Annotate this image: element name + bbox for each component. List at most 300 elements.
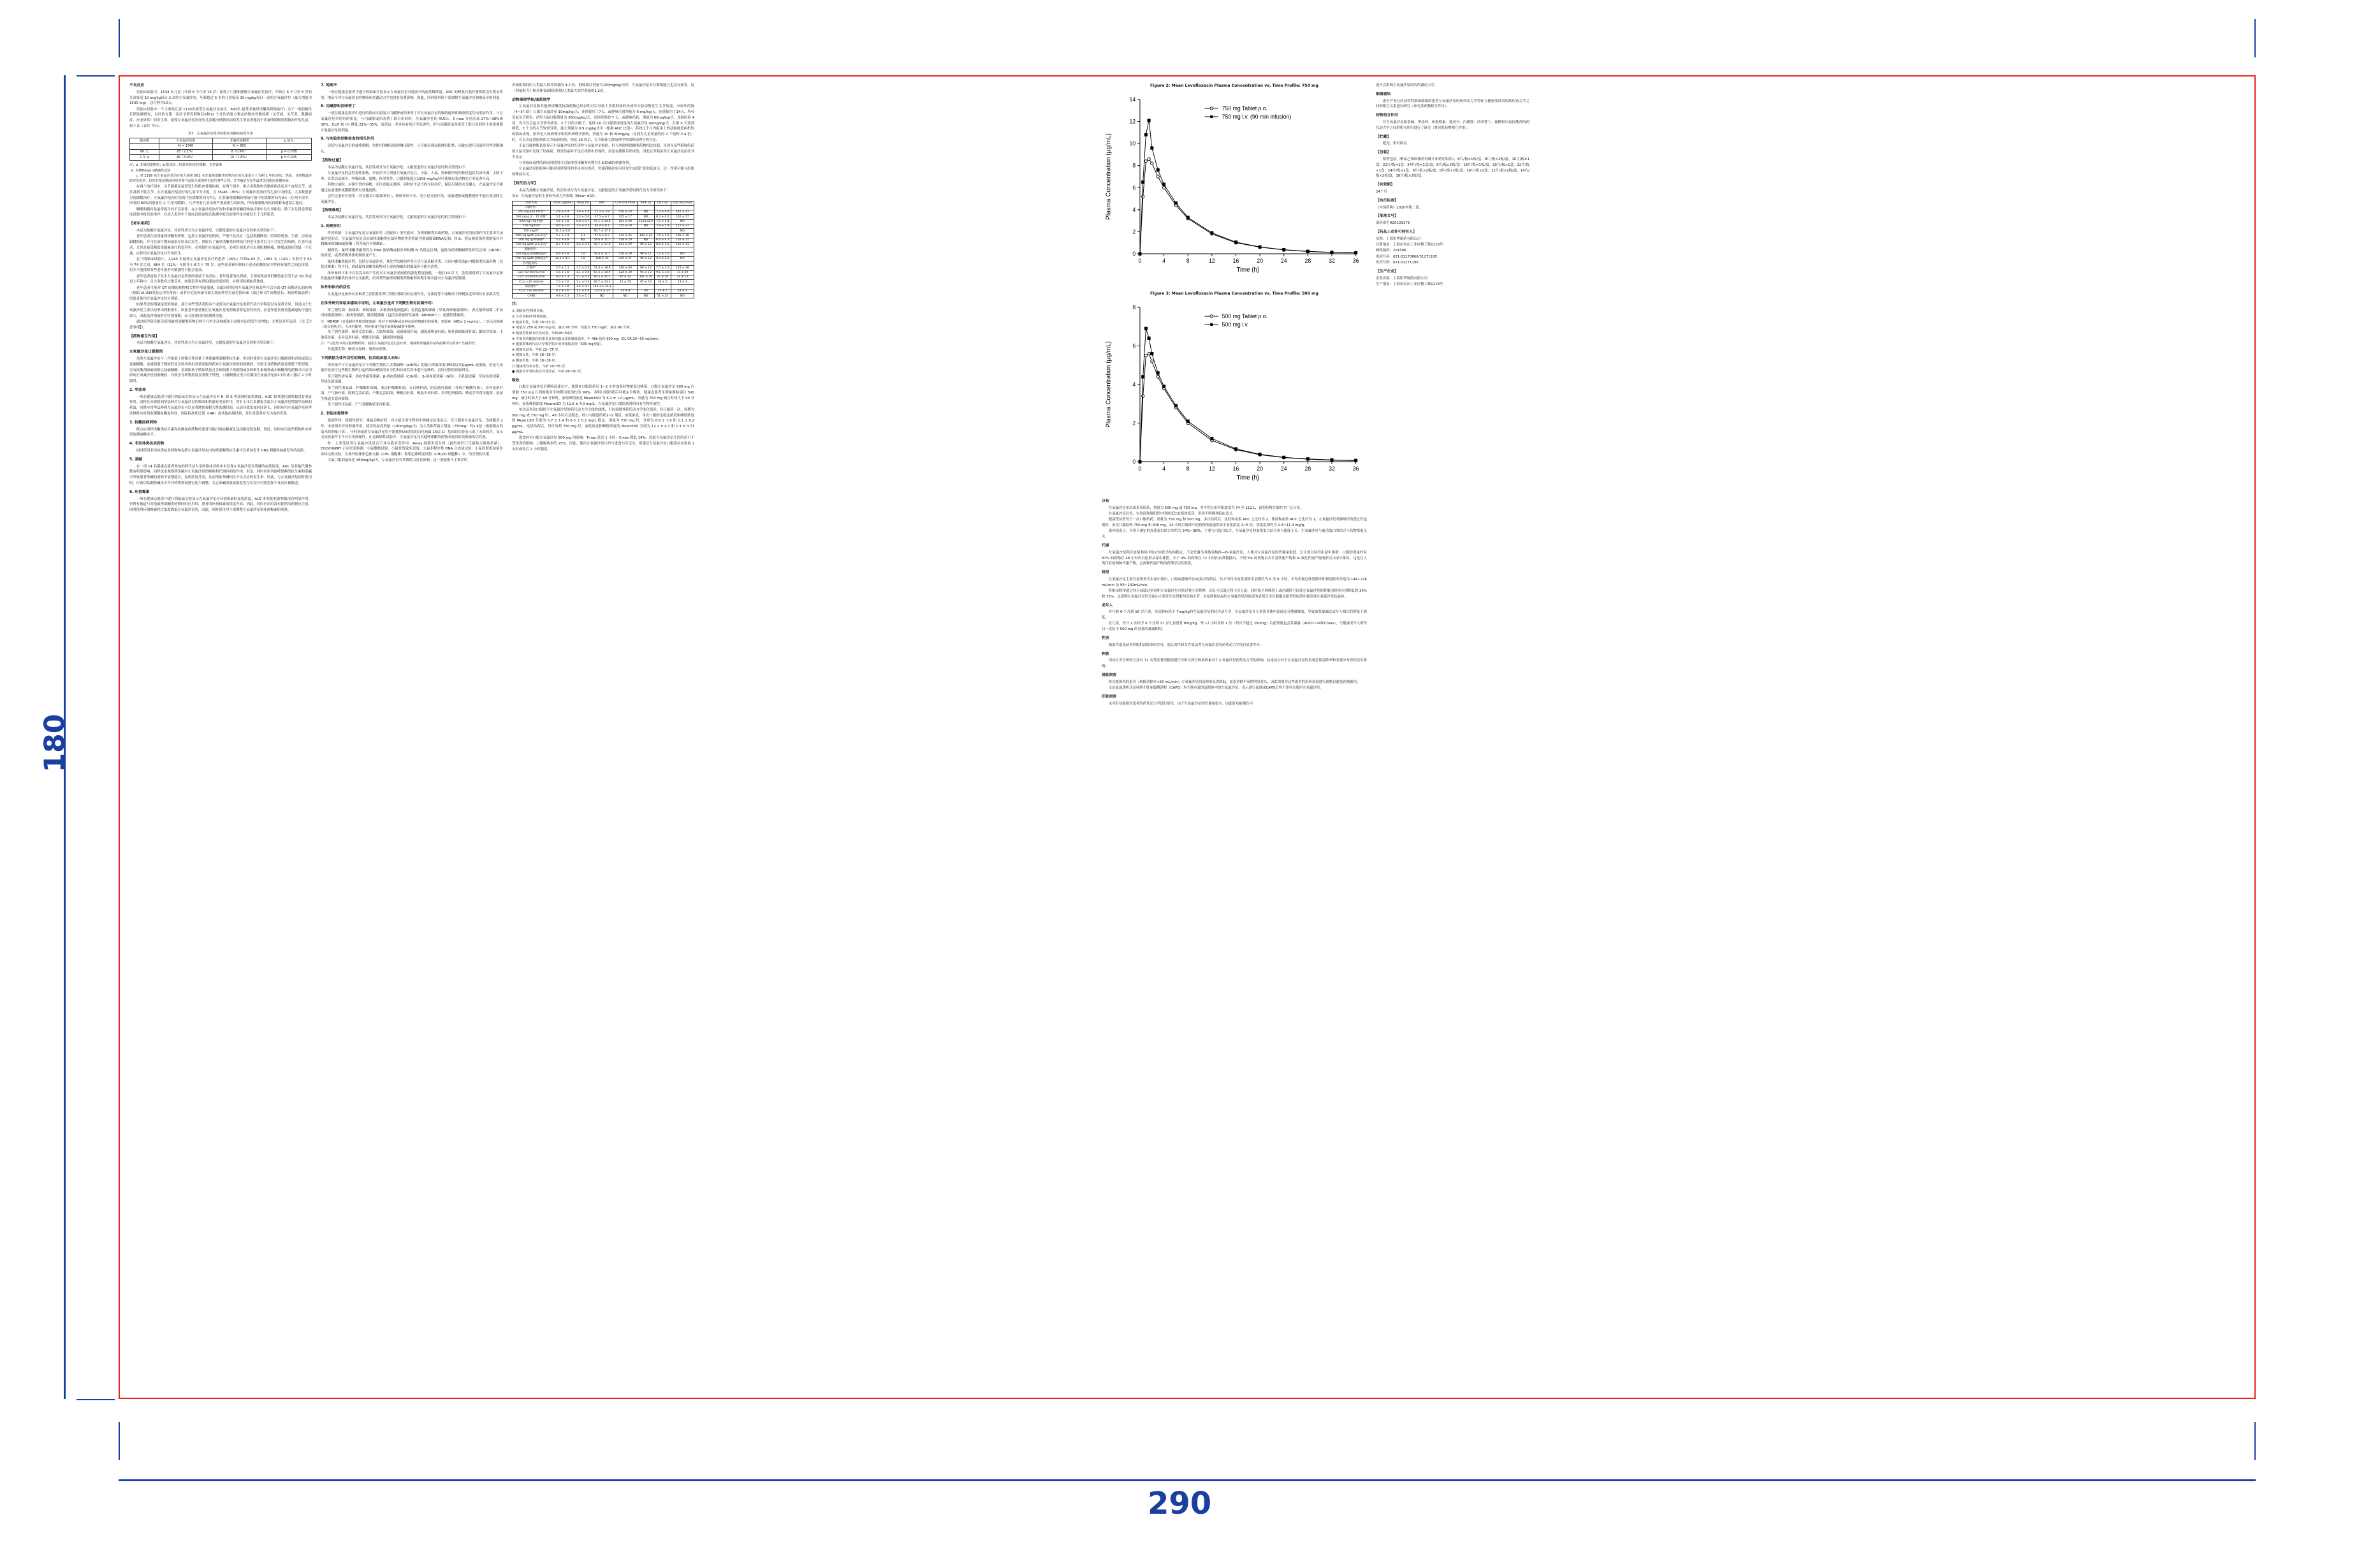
table-row: [513, 238, 694, 242]
table-cell: 5.7 ± 1.4: [550, 233, 574, 238]
table-cell: 112±32.0: [637, 219, 654, 224]
table-cell: ND: [637, 238, 654, 242]
paragraph: 注册地址：上海市金山工业区楼工路1118号: [1376, 243, 1443, 247]
table-row: [513, 205, 694, 210]
paragraph: 企业名称：上海积华制药有限公司: [1376, 276, 1427, 281]
svg-text:12: 12: [1129, 118, 1136, 125]
table-cell: 47.5 ± 6.7: [591, 233, 613, 238]
figure-3: [1102, 291, 1367, 490]
paragraph: 氟喹诺酮类耐药性，包括左氧氟沙星，其化学结构和作用方式与氨基糖苷类、大环内酯类及β-内酰胺类抗菌药物（包括青霉素）均不同，因此氟喹诺酮类药物对上述药物耐药的细菌仍可能有活性。: [321, 260, 503, 270]
note: ② 分布容积/生物利用度。: [512, 314, 550, 319]
table-cell: [613, 229, 637, 233]
table-row: [513, 252, 694, 256]
table-cell: 1.3 ± 0.6: [574, 215, 591, 219]
heading-excretion: 排泄: [1102, 571, 1109, 575]
paragraph: 左氧氟沙星和其他喹诺酮类抗菌药物已经表明可以导致大多数种属的未成年实验动物发生关节病变。未成年的狗（4~5月龄）口服左氧氟沙星 10mg/kg/天，连续使用了7天，或静脉注射剂量为 6 mg/kg/天，连续使用了14天，均可引起关节损害。幼年大鼠口服剂量为 300mg/kg/天，连续使用的 7 天，或静脉给药，剂量为 60mg/kg/天，连续给药 4 周，均可以引起关节软骨病变。3 个月的小猴子，连续 18 天口服常规用量的左氧氟沙星 40mg/kg/天，在第 X 天达到峰值，3 个月的关节软骨异常，最大剂量为 0.9 mg/kg水平（根据 AUC 比值）。药效几个月内临床上的动脉瘤患病机的的临床表现。但因无大体病理学和组织病理学损伤，剂量为 10 和 80mg/kg（分别为儿童用量的的 2 个倍和 2.4 倍）时，可以引起肾损伤和关节软骨损伤。恢复 18 周后，关节软骨大体病理学和组织病理学仍存在。: [512, 105, 694, 142]
paragraph: 本品为盐酸左氧氟沙星，其活性成分为左氧氟沙星，文献报道的左氧氟沙星的药代动力学情况如下：: [518, 188, 670, 193]
table-cell: 96 ± 13: [637, 256, 654, 261]
table-cell: [613, 261, 637, 266]
svg-text:Time (h): Time (h): [1236, 474, 1260, 482]
table-cell: [574, 261, 591, 266]
heading-overdose: 【药物过量】: [321, 158, 343, 163]
paragraph: 注：*与此类中的其他药物相同，使用左氧氟沙星进行治疗时，铜绿假单胞菌的某些菌株可以很快产生耐药性。: [321, 342, 479, 346]
table-row: [513, 224, 694, 228]
table-cell: 95 ± 16: [637, 280, 654, 284]
paragraph: 致癌作用：致癌性研究：雏鼠动物给药：对大鼠生命全程的生物测定结果显示，每日服用左氧氟沙星，连续服用 2 年，未表现出任何肿瘤作用，使用的最高剂量（100mg/kg/天）为人类推荐最大剂量（750mg）的1.4倍（根据相应的毫米的剂量计算）。任何剂量的左氧氟沙星均不能被照UV诱发的白化病鼠 15层-1）基因的实验显示出了无菌病并，显示无试验条件下不具有光致癌性。在光致癌性试验中，左氧氟沙星比其他喹诺酮类药物表现出的光致癌的活性低。: [321, 419, 503, 440]
table-cell: ND: [574, 238, 591, 242]
svg-text:8: 8: [1132, 304, 1136, 311]
heading-geriatric-use: 【老年用药】: [129, 222, 152, 226]
heading-pharmacology-toxicology: 【药理毒理】: [321, 209, 343, 213]
table-cell: 90.7 ± 17.6: [591, 243, 613, 247]
table-cell: 500 mg q24h静脉稳态*: [513, 252, 551, 256]
note: ⑧ 健康受试者，年龄 22~75 岁。: [512, 348, 562, 352]
table-row: [513, 215, 694, 219]
note: ① 清除率/生物利用度。: [512, 309, 546, 314]
svg-text:16: 16: [1232, 257, 1239, 265]
table-subheader-cell: N = 893: [212, 143, 266, 149]
svg-text:2: 2: [1132, 228, 1136, 235]
heading-packaging: 【包装】: [1376, 150, 1391, 155]
crop-mark-bottom-right-v: [2254, 1422, 2256, 1460]
crop-mark-top-left-h: [77, 75, 115, 77]
table-cell: 89 ± 13: [637, 243, 654, 247]
table-cell: [671, 261, 694, 266]
paragraph: 左氧氟沙星的影响可能对同时使用的非甾体抗炎药，快速静脉注射可以发生血管扩张和低血压，这一作用可能与组胺的释放有关。: [512, 167, 694, 177]
table-cell: 8（0.9%）: [212, 149, 266, 155]
paragraph: 左氧氟沙星的急性毒性很低。单次给予大剂量左氧氟沙星后，小鼠、大鼠、狗和猴所见的体征包括共济失调、上睑下垂、自发活动减少、呼吸困难、震颤、阵挛发作。口服剂量超过1500 mg/kg时可使啮齿类动物死亡率显著升高。: [321, 171, 503, 181]
table-cell: 5.5 ± 1.0: [550, 270, 574, 275]
table-cell: 750 mg单剂*: [513, 224, 551, 228]
svg-text:Plasma Concentration (μg/mL): Plasma Concentration (μg/mL): [1105, 133, 1113, 220]
table-row: [513, 256, 694, 261]
table-caption: 表7：左氧氟沙星组中的肌肉骨骼疾病发生率: [188, 131, 253, 136]
svg-text:4: 4: [1162, 465, 1166, 472]
heading-pharmacodynamics: 1. 药理作用: [321, 224, 341, 228]
heading-elderly: 老年人: [1102, 603, 1113, 608]
svg-text:4: 4: [1162, 257, 1166, 265]
svg-text:24: 24: [1280, 465, 1287, 472]
table-cell: 82.4 ± 8.1: [591, 224, 613, 228]
table-cell: [613, 284, 637, 289]
paragraph: 虽然左氧氟沙星与（含和离子的微合作剂量子其他氟喹诺酮类抗生素，但同时使用左氧氟沙星口服制剂和含镁或铝以及硫糖酸、金属阳离子例如铁及含的多价抗剂者同服用药对左氧氟沙星的的肠吸收，导致全身药物浓度显著低于期望值。含有抗酸剂如硫或铝以及硫糖酸、金属阳离子例如铁及含多价阳离子的制剂或多种维生素制剂或去枸橼剂的药物可以应用影响左氧氟沙星的肠吸收，导致全身药物浓度显著低于期望。口服制剂应至少在服用左氧氟沙星前2小时或口服后 2 小时服用。: [129, 357, 312, 384]
paragraph: 在两个治疗组中，关节痛都是最常发生的肌肉骨骼疾病。在两个组中，绝大多数肌肉骨骼疾病涉及多个或是关节，或涉及到下肢关节。在左氧氟沙星治疗的儿童中为中度，在 35/46（76%）左氧氟沙星治疗的儿童中为轻度，大多数患者呈现缓解治疗。左氧氟沙星治疗组的中位缓解时间为7天，在非氟喹诺酮药物治疗组中位缓解时间为9天（在两个组中，四者的 80%的患者在 2 个月内缓解）。几乎所有儿童出现严重或重大的疾病，所有骨骼肌肉疾病缓解未遗留后遗症。: [129, 185, 312, 206]
note: ● 健康青年男性和女性受试者，年龄 66~80 岁。: [512, 370, 585, 374]
table-note: c. 对 1199 名左氧氟沙星治疗的儿童和 801 名非氟喹诺酮类药物治疗的儿童进行了为期 1 年的评估。然而，该药物最终研究发现率，回归在指定期间内所有参与试验儿童的所有报告事件计算。关节痛是在发生最常见的肌肉骨骼疾病。: [129, 174, 312, 184]
note: ⑩ 健康男性，年龄 18~36 岁。: [512, 359, 558, 363]
table-cell: [655, 229, 671, 233]
svg-text:10: 10: [1129, 140, 1136, 147]
paragraph: 咽喉和腹泻是最常报告的不良事件。在左氧氟沙星治疗的和非氟喹诺酮药物治疗组中发生率相似。除了在儿科患者临床试验中报告的事件，在成人患者中于临床试验或售后监测中报告的事件也可能发生于儿科患者。: [129, 207, 312, 217]
table-cell: 500 mg q.d.，72 剂量*: [513, 215, 551, 219]
table-cell: NO: [671, 219, 694, 224]
table-cell: 5.6 ± 1.8: [550, 219, 574, 224]
dimension-line-bottom: [119, 1479, 2256, 1481]
paragraph: 左氧氟沙星单次或多次给药，剂量为 500 mg 或 750 mg，其平均分布容积通常为 74 至 112 L，说明药物在组织中广泛分布。: [1108, 506, 1304, 510]
paragraph: 革兰阳性需氧菌：溶血性葡萄球菌，β-溶血链球菌（C/G组）、β-溶血链球菌（G组）、无乳链球菌、草绿色链球菌、草绿色链球菌。: [321, 374, 503, 384]
paragraph: 健康受试者每日一次口服给药，剂量为 750 mg 和 500 mg，多次给药后，皮肤和血浆 AUC 之比约为 2，体液和血浆 AUC 之比约为 1，左氧氟沙星对肺组织的透过性也很好，单次口服给药 750 mg 和 500 mg，24 小时后肺部中的药物浓度通常高于血浆浓度 2~5 倍，浓度范围约为 2.4~11.3 mg/g。: [1102, 518, 1367, 528]
heading-warfarin: 2. 华法林: [129, 388, 146, 392]
table-cell: CLcr 20–49 mL/min: [513, 275, 551, 280]
paragraph: 如果考虑受试者的肌酐清除率的差异，那么男性和女性受试者左氧氟沙星的药代动力学没有显著差异。: [1108, 643, 1264, 647]
table-cell: CLcr 50–80 mL/min: [513, 270, 551, 275]
table-cell: 1.5 ± 0.7: [574, 284, 591, 289]
table-cell: [591, 205, 613, 210]
table-cell: [613, 205, 637, 210]
svg-text:0: 0: [1138, 257, 1142, 265]
table-row: [513, 229, 694, 233]
svg-text:20: 20: [1257, 257, 1263, 265]
table-header-cell: Vd/F (L): [637, 201, 654, 205]
svg-text:16: 16: [1232, 465, 1239, 472]
svg-text:36: 36: [1352, 257, 1359, 265]
heading-bacterial-infection: 细菌感染: [1376, 92, 1391, 96]
table-cell: 1.6 ± 1.0: [574, 210, 591, 215]
table-cell: 27.2 ± 3.9: [591, 210, 613, 215]
table-cell: 750 mg/次*: [513, 229, 551, 233]
table-note: b. 双侧Fisher's精确性试验: [131, 168, 171, 173]
figure-3-plot: [1102, 298, 1367, 490]
heading-pharmacokinetics: 【药代动力学】: [512, 181, 538, 186]
table-row: [513, 280, 694, 284]
table-cell: 13 ± 3: [671, 289, 694, 293]
table-cell: 500 mg q24h静脉*: [513, 238, 551, 242]
column-3: [507, 82, 699, 1393]
svg-text:8: 8: [1186, 257, 1190, 265]
table-cell: 8.7 ± 4.0: [550, 243, 574, 247]
table-cell: 143.1 ± 24.1: [591, 284, 613, 289]
paragraph: 表X：左氧氟沙星的主要药代动力学参数（Mean ±SD）: [512, 194, 598, 198]
paragraph: 体外参和下由于自发发异而产生的对左氧氟沙星耐药的强化程度较低，一般在10 以下，虽然观察到了左氧氟沙星和其他氟喹诺酮类的体外交叉耐药，但对某些氟喹诺酮类药物耐药的微生物可能对左氧氟沙星敏感。: [321, 271, 503, 281]
table-cell: 158 ± 29: [613, 238, 637, 242]
table-cell: 12.1 ± 4.1: [550, 256, 574, 261]
table-cell: 1.4 ± 0.5: [574, 243, 591, 247]
table-row: [513, 289, 694, 293]
paragraph: 其他微生物：肺炎支原体、肺炎衣原体。: [327, 348, 390, 352]
table-subheader-cell: N = 1340: [159, 143, 212, 149]
heading-race: 种族: [1102, 652, 1109, 656]
paragraph: 左氧氟沙星很在血浆和尿中的立体化学结构稳定，不会代谢为其他异构体—D-氧氟沙星。人体对左氧氟沙星的代谢量很低，它主要以原形由尿中排泄。口服的剂量约有 87% 的药物在 48 小时内以原形从尿中排泄，少于 4% 的药物在 72 小时内由粪便排出。不到 5% 的药物以去甲基代谢产物和 N-氧化代谢产物的形式由尿中排出，这是在人类仅有的两种代谢产物，它两种代谢产物的药理学活性很低。: [1102, 550, 1367, 566]
paragraph: 小鼠耳廓肿胀试验显示左氧氟沙星的光毒性与氧氟沙星相似，但与其他喹诺酮类药物相比较弱。虽然在某些静脉给药的大鼠试验中发现了结晶尿，但是结晶并不是在排泄中形成的，而是在排泄后形成的。因此在非临床毒左氧氟沙星治疗并不显示。: [512, 144, 694, 159]
svg-text:0: 0: [1132, 250, 1136, 258]
table-cell: 54.4 ± 18.9: [591, 266, 613, 270]
table-cell: 33 ± 8: [613, 289, 637, 293]
table-cell: [550, 205, 574, 210]
paragraph: 左氧氟沙星主要以原形形式由尿中排出，口服或静脉单次或多次给药后，其平均终末血浆消除半衰期约为 6 至 8 小时，平均表观总体清除率和肾清除率分别为 144~226 mL/min 及 96~142mL/min。: [1102, 578, 1367, 587]
svg-text:32: 32: [1329, 465, 1335, 472]
table-cell: 87 ± 12: [613, 275, 637, 280]
heading-lab-test-interactions: 9. 与实验室诊断检查的相互作用: [321, 137, 374, 142]
artboard: [119, 75, 2256, 1399]
table-cell: 89 ± 13: [637, 266, 654, 270]
paragraph: 革兰阴性菌群：肺炎克雷伯菌；大肠埃希菌；流感嗜血杆菌；副流感嗜血杆菌；肠杆菌属肺炎杆菌；黏质沙雷菌；卡他莫拉菌；奇异变形杆菌；嗜肺军团菌、铜绿假单胞菌。: [321, 330, 503, 340]
table-cell: ND: [591, 294, 613, 298]
table-cell: 6.4 ± 0.8: [550, 252, 574, 256]
paragraph: 在临床试验中，1534 名儿童（年龄 6 个月至 16 岁）接受了口服和静脉左氧氟沙星治疗，年龄在 6 个月至 5 岁的儿童接受 10 mg/kg每日 2 次的左氧氟沙星，年龄超过 5 岁的儿童接受 10 mg/kg每日一次的左氧氟沙星（最大剂量为1500 mg），总疗程为10天。: [129, 90, 312, 106]
note: ④ 剂量为 250 或 500 mg 时，滴注 60 分钟，剂量为 750 mg时，滴注 90 分钟。: [512, 326, 633, 330]
paragraph: 用协方差分析的方法对 72 名受试者的数据进行分析以探讨种族因素对于左氧氟沙星药代动力学的影响，结果显示对于左氧氟沙星的表观总体清除率和表观分布容积没有影响。: [1102, 659, 1367, 669]
table-cell: [637, 205, 654, 210]
table-cell: 175 ± 20: [613, 224, 637, 228]
table-cell: 500 mg q24h p.o.稳态*: [513, 233, 551, 238]
table-note: 注：a. 非累积逐期第；b.指非经、阿莫西林/克拉维酸、克拉霉素: [129, 163, 223, 168]
paragraph: 一项在健康志愿者中进行的临床实验显示丙磺舒或西米替丁对左氧氟沙星的吸收速率和吸收程度均无明显作用，与左氧氟沙星单用时的相比，与丙磺舒或西米替丁联合用药时，左氧氟沙星的 AUC∞、C max 分别升高 27%~38%和 30%、CL/F 和 t½ 降低 21%~35%，虽然这一差异具有统计学显著性，但与同磺舒或西米替丁联合用药时不需要调整左氧氟沙星的剂量。: [321, 112, 503, 133]
table-cell: p = 0.038: [266, 149, 312, 155]
svg-text:500 mg Tablet p.o.: 500 mg Tablet p.o.: [1222, 312, 1268, 320]
table-cell: 6.9 ± 2.3: [550, 294, 574, 298]
table-header-cell: t1/2 (h): [655, 201, 671, 205]
table-cell: ND: [613, 294, 637, 298]
table-cell: 129 ± 37: [613, 256, 637, 261]
paragraph: 本品为盐酸左氧氟沙星，其活性成分为左氧氟沙星，文献报道的左氧氟沙星的相关情况如下：: [136, 229, 277, 233]
paragraph: 时：人类受试者左氧氟沙星是否不具有致突变作用。Ames 细菌突变分析（鼠伤寒杆门氏菌和大肠埃希菌）、CHO/HGPRT 正向突变检测、小鼠微核试验、小鼠优势致死试验、大鼠非程序性 DNA 合成或试验、小鼠肝脏姐妹染色单体交换试验。在体外姐妹染色体交换（CHL 细胞株）和染色体畸变试验（CHL/IU 细胞株）中，均呈阳性结果。: [321, 441, 503, 457]
paragraph: 《中国药典》2020年版二部。: [1376, 205, 1423, 210]
table-cell: 16（1.8%）: [212, 155, 266, 161]
paragraph: 作用机制：左氧氟沙星是左氧氟沙星（消旋体）的左旋体，为喹诺酮类抗菌药物，左氧氟沙星的抗菌作用主要由左氧氟沙星形式。左氧氟沙星是以抗菌喹诺酮类抗菌药物的作用机制为抑制细菌DNA复制、转录、修复和重组所需的拓扑异构酶IV和DNA旋转酶（均为拓扑异构酶II）。: [321, 231, 503, 247]
table-cell: 132 ± 17: [671, 215, 694, 219]
table-cell: 静脉给药：: [513, 247, 551, 252]
paragraph: 生产地址：上海市金山工业区楼工路1118号: [1376, 282, 1443, 286]
paragraph: 左氧氟沙星体外对多种革兰氏阴性和革兰阳性细菌均有抗菌作用，在浓度等于或略高于抑制浓度时即具有杀菌活性。: [327, 292, 503, 296]
column-5: [887, 82, 1097, 1393]
table-cell: 7.5 ± 1.8: [550, 284, 574, 289]
table-cell: ND: [637, 215, 654, 219]
table-cell: 13 ± 3: [671, 280, 694, 284]
table-cell: [574, 247, 591, 252]
musculoskeletal-events-table: [129, 138, 312, 161]
table-row: [513, 284, 694, 289]
table-cell: 7.2 ± 1.0: [655, 252, 671, 256]
column-7: [1371, 82, 1534, 1393]
table-cell: 血液透析*: [513, 284, 551, 289]
table-cell: NO: [671, 294, 694, 298]
table-row: [513, 270, 694, 275]
leaflet-content: [125, 82, 2249, 1393]
paragraph: 对左氧氟沙星和茶碱、华法林、环孢霉素、地高辛、丙磺舒、西米替丁、硫糖铝以及抗酸剂的药代动力学之间的相互作用进行了研究（参见系药物相互作用）。: [1376, 121, 1529, 130]
table-cell: 750 mg q24h 静脉稳态*: [513, 256, 551, 261]
crop-mark-bottom-left-v: [119, 1422, 120, 1460]
table-cell: 46（3.4%）: [159, 155, 212, 161]
figure-2-plot: [1102, 91, 1367, 282]
heading-hepatic-impairment: 肝脏损害: [1102, 694, 1117, 699]
paragraph: 进食时对口服左氧氟沙星 500 mg 的影响：Tmax 延迟 1 小时，Cmax 降低 14%，因此左氧氟沙星片的给药可不受饮食的影响。口服吸收率约 25%。因此，服用左氧氟沙星片时与进食与否无关，但建议左氧氟沙星口服液应在饭前 1 小时或饭后 2 小时服用。: [512, 436, 694, 451]
table-cell: 6.4 ± 0.7: [655, 238, 671, 242]
paragraph: 革兰阳性厌氧菌：产气荚膜梭状芽孢杆菌。: [327, 403, 393, 407]
table-cell: 94 ± 13: [637, 270, 654, 275]
table-cell: [574, 205, 591, 210]
note: ③ 健康男性，年龄 18~53 岁。: [512, 320, 558, 325]
paragraph: 与非临床毒性的药同时使用可以加重喹诺酮类药物对小鼠CNS的刺激作用。: [518, 161, 633, 165]
svg-text:6: 6: [1132, 342, 1136, 349]
svg-text:2: 2: [1132, 420, 1136, 427]
table-cell: 73 ± 20: [671, 270, 694, 275]
table-row: [513, 261, 694, 266]
paragraph: 本品为盐酸左氧氟沙星，其活性成分为左氧氟沙星，文献报道的左氧氟沙星的相关情况如下：: [327, 216, 469, 220]
table-cell: CLcr <20 mL/min: [513, 289, 551, 293]
heading-storage: 【贮藏】: [1376, 135, 1391, 139]
paragraph: 药物过量时，应排空胃内容物，并注意临床观察，同时给予适当的支持治疗，保证足量的水分摄入，左氧氟沙星不能通过血液透析或腹膜透析有效地清除。: [321, 182, 503, 193]
table-cell: 156 ± 20: [613, 210, 637, 215]
table-cell: [655, 205, 671, 210]
table-cell: 28（2.1%）: [159, 149, 212, 155]
table-cell: 6.0 ± 1.3: [550, 275, 574, 280]
paragraph: 表面积相同时人类最大推荐剂量的 4.2 倍。静脉推注剂量为100mg/kg/天时，左氧氟沙星对其繁殖能力也没有损害。这一剂量相当于相对体表面积同时的人类最大推荐剂量的1.2倍。: [512, 84, 694, 93]
paragraph: 老年患者在接受氟喹诺酮类药物，包括左氧氟沙星期间，严重不良反应（包括肌腱断裂）的风险增加。手臂、肩部或跟腱损伤，并可在治疗期间或治疗结束后发生。曾报告了氟喹诺酮类药物治疗的老年患者后几个月发生的病例。在老年患者，尤其是接受糖皮质激素治疗的患者中，必须慎用左氧氟沙星。必须告知患者在出现肌腱疼痛、肿胀或炎症的第一个征兆，应停用左氧氟沙星并告知医生。: [129, 235, 312, 256]
table-row: [130, 149, 312, 155]
table-header-cell: 非氟喹诺酮类: [212, 138, 266, 144]
table-cell: [574, 229, 591, 233]
table-cell: 35 ± 5: [655, 280, 671, 284]
table-cell: 1.1 ± 0.4: [574, 275, 591, 280]
table-cell: p = 0.025: [266, 155, 312, 161]
note: ⑦ 根据群体药代动力学模型估计的初始稳态值（500 mg剂量）。: [512, 342, 605, 347]
paragraph: 一项在健康志愿者中进行的临床实验显示左氧氟沙星对地高辛的血浆峰浓度、AUC 的峰及其他代谢参数没有明显作用。地高辛对左氧氟沙星的吸收和代谢动力学也没有显著影响。因此，同时使用时不需调整左氧氟沙星和地高辛的剂量。: [321, 90, 503, 100]
table-cell: 106 ± 30: [671, 233, 694, 238]
table-cell: 102 ± 22: [637, 233, 654, 238]
table-cell: ND: [637, 294, 654, 298]
svg-text:0: 0: [1132, 458, 1136, 465]
table-cell: 7.3 ± 0.9: [655, 210, 671, 215]
table-row: [513, 275, 694, 280]
table-cell: [550, 261, 574, 266]
table-row: [513, 266, 694, 270]
table-cell: 47.1 ± 10.8: [591, 219, 613, 224]
table-cell: 54.6 ± 11.1: [591, 252, 613, 256]
table-cell: [655, 284, 671, 289]
table-cell: 98 ± 11: [637, 252, 654, 256]
table-cell: 肾功能损伤：: [513, 261, 551, 266]
paragraph: 一项在健康志愿者中进行的临床实验显示左氧氟沙星对环孢霉素的血浆浓度、AUC 和其他代谢参数没有明显作用。但曾有报道与其他氟喹诺酮类药物同时应用时，患者的环孢霉素的浓度升高。因此，同时应用时没有提供的药物应注意，同时使用环孢霉素时过度度降低左氧氟沙星的，因此。同时使用对不需调整左氧氟沙星和环孢霉素的剂量。: [129, 497, 312, 512]
column-1: [125, 82, 316, 1393]
table-cell: 158 ± 29: [613, 252, 637, 256]
table-header-cell: CL/F (mL/min): [613, 201, 637, 205]
table-cell: 1.0: [574, 256, 591, 261]
note: ⑤ 健康男性和女性受试者，年龄18~54岁。: [512, 331, 576, 335]
table-cell: 1.5 ± 0.5: [574, 224, 591, 228]
paragraph: 遮光，密封保存。: [1382, 142, 1410, 146]
table-cell: 124 ± 30: [613, 270, 637, 275]
table-header-cell: AUC: [591, 201, 613, 205]
paragraph: 急性过量时应慎用（仅在服用口服制剂时），观察开给予水、电小是支持疗法，血液透析或腹膜透析不能有效清除左氧氟沙星。: [321, 194, 503, 204]
figure-3-title: Figure 3: Mean Levofloxacin Plasma Concentration vs. Time Profile: 500 mg: [1150, 291, 1318, 296]
table-cell: 6.3 ± 0.6: [655, 215, 671, 219]
table-cell: 145 ± 17: [613, 215, 637, 219]
heading-drug-interaction-pk: 药物相互作用: [1376, 113, 1398, 118]
paragraph: 通过病学研究报告使用氟喹诺酮类药物后两个月内主动脉瘤和主动脉夹层的发生率增加，尤其是老年患者。（见【注意事项】）。: [129, 320, 312, 330]
table-cell: 7.0 ± 1.4: [655, 219, 671, 224]
heading-renal-impairment: 肾脏损害: [1102, 673, 1117, 677]
table-cell: 123.2 ± 33: [591, 289, 613, 293]
heading-metabolism: 代谢: [1102, 543, 1109, 548]
svg-text:Time (h): Time (h): [1236, 266, 1260, 274]
table-cell: [655, 261, 671, 266]
svg-text:28: 28: [1304, 257, 1311, 265]
table-cell: 116 ± 31: [671, 238, 694, 242]
table-header-cell: 给药方案: [513, 201, 551, 205]
table-row: [513, 233, 694, 238]
table-cell: 1 年 a: [130, 155, 159, 161]
table-row: [513, 294, 694, 298]
paragraph: 无论血液透析还是持续不卧床腹膜透析（CAPD）均不能有效的清除体内的左氧氟沙星，表示进行血透或CAPD后均不需补充服用左氧氟沙星。: [1108, 686, 1324, 691]
width-dimension-label: 290: [1148, 1486, 1212, 1521]
table-cell: 25 ± 5: [655, 289, 671, 293]
paragraph: 注：MDRSP（多重耐药性肺炎链球菌）指对下列两种或多种抗菌药物耐药的菌株：青霉素（MIC≥ 2 mg/mL）、二代头孢菌素（如头孢呋辛）、大环内酯类、四环素及甲氧苄氨嘧啶/磺胺甲噁唑。: [321, 319, 503, 329]
note: ⑨ 健康女性，年龄 18~36 岁。: [512, 353, 558, 358]
heading-marketing-authorization-holder: 【药品上市许可持有人】: [1376, 230, 1417, 234]
heading-susceptible-organisms: 在体外研究和临床感染中证明，左氧氟沙星对下列微生物有抗菌作用：: [321, 301, 435, 305]
table-cell: 1.2 ± 0.4: [574, 266, 591, 270]
heading-oral-formulation: 左氧氟沙星口服制剂: [129, 350, 163, 355]
table-row: [513, 210, 694, 215]
table-cell: 54.6 ± 11.1: [591, 238, 613, 242]
paragraph: 能不会影响左氧氟沙星的的代谢动力学。: [1376, 84, 1438, 87]
table-cell: 146 ± 40: [613, 266, 637, 270]
paragraph: 本品为盐酸左氧氟沙星，其活性成分为左氧氟沙星，文献报道的左氧氟沙星的相关情况如下：: [327, 165, 469, 170]
heading-approval-number: 【批准文号】: [1376, 214, 1398, 219]
heading-nonclinical-toxicology: 2. 非临床毒理学: [321, 412, 349, 416]
table-cell: 9.3 ± 2.0: [655, 256, 671, 261]
paragraph: 联合应用喹诺酮类抗生素和抗糖尿病药物的患者可能出现血糖紊乱包括糖尿低血糖，因此，同时应用这些药物时应密切监测血糖水平。: [129, 427, 312, 437]
table-cell: 60 天: [130, 149, 159, 155]
paragraph: 铝塑包装（聚氯乙烯固体药用硬片和药用铝箔），6片/板×1板/盒、8片/板×1板/盒、10片/板×1盒、22片/板×1盒；24片/板×1盒/盒，6片/板×2板/盒；18片/板×1板/盒，20片/板×1盒、22片/板×1盒；24片/板×1盒，6片/板×2板/盒；8片/板×2板/盒；10片/板×2盒、12片/板×2板/盒、14片/板×2板/盒，18片/板×2板/盒。: [1376, 157, 1529, 179]
table-cell: 5.7 ± 0.8: [550, 238, 574, 242]
table-cell: 1.1 ± 1.0: [574, 289, 591, 293]
svg-text:4: 4: [1132, 381, 1136, 388]
table-cell: 27 ± 10: [655, 275, 671, 280]
paragraph: 在一项 14 名健康志愿者参加的药代动力学的临床试验中未发现左氧氟沙星对茶碱的血浆浓度、AUC 及其他代谢参数有明显影响。同样也未观察到茶碱对左氧氟沙星的吸收和代谢有明显作用。但是，同时应用其他喹诺酮类抗生素和茶碱可导致患者茶碱的消除半衰期延长，血药浓度升高，从而增加茶碱相关不良反应的发生率。因此，与左氧氟沙星同时使用时，应密切监测茶碱水平并对药物剂量进行适当调整。关志茶碱的血液浓度也存在没有可能也接不良反应被报道。: [129, 464, 312, 485]
table-cell: [637, 284, 654, 289]
paragraph: 对年龄 6 个月到 16 岁儿童，单次静脉给予 7mg/kg的左氧氟沙星的药代动力学，左氧氟沙星在儿童患者体内迅速充分地被吸收，导致血浆暴露比成年人相比的剂量下降低。: [1102, 610, 1367, 620]
heading-antidiabetics: 3. 抗糖尿病药物: [129, 420, 157, 425]
table-header-cell: Tmax (h): [574, 201, 591, 205]
table-cell: [671, 284, 694, 289]
table-cell: 7.9 ± 1.9: [655, 224, 671, 228]
heading-adverse-reactions: 不良反应: [129, 84, 145, 87]
table-cell: 143 ± 29: [613, 243, 637, 247]
column-4: [699, 82, 887, 1393]
paragraph: 在儿童，每日 1 次给予 6 个月到 17 岁儿童患者 8mg/kg、每 12 小时用药 1 次（每次不超过 250mg）后此剂量也会浆暴露（AUC0~24和Cmax），与健康成年人群每日一次给予 500 mg 的剂量的暴露相似。: [1102, 622, 1367, 632]
paragraph: 大鼠口服剂量高达 360mg/kg/天，左氧氟沙星对其繁殖力没有影响。这一剂量相当于推荐时: [327, 458, 468, 463]
table-cell: 94.7 ± 23.3: [591, 280, 613, 284]
svg-text:24: 24: [1280, 257, 1287, 265]
table-cell: 9.1 ± 3.0: [655, 270, 671, 275]
paragraph: 肖临床试验中一个主要的儿童 1130名接受左氧氟沙星治疗，893名 接受非氟喹诺酮类药物治疗）为了一项前瞻性长期监测研究，以评估在第一次给予研究药物后6和12 个月的试验方案定的肌肉骨骼疾病（关节痛、关节炎、肌腱病症、步态异常）的发生率。接受左氧氟沙星治疗的儿童肌肉骨骼疾病的发生率显著地高于非氟喹诺酮类药物治疗的儿童，如下表（表7）所示。: [129, 107, 312, 128]
heading-animal-toxicology: 动物毒理学和/或药效学: [512, 98, 551, 102]
svg-text:750 mg Tablet p.o.: 750 mg Tablet p.o.: [1222, 105, 1268, 112]
pharmacokinetics-table: [512, 201, 694, 299]
table-cell: 116 ± 28: [671, 266, 694, 270]
table-cell: [671, 247, 694, 252]
table-cell: 7.6 ± 1.6: [655, 233, 671, 238]
paragraph: 体外条件下左氧氟沙星对下列微生物的大多数菌株（≥90%）的最小抑菌浓度(MIC值)为2μg/mL 或更低，但是左氧氟沙星治疗这些微生物所引起的临床感染的安全性和有效性尚未进行足够的、良好对照的试验研究。: [321, 363, 503, 373]
table-header-cell: CLR (mL/min): [671, 201, 694, 205]
table-cell: 51 ± 24: [655, 294, 671, 298]
paragraph: 老年患者可能对 QT 间期的药物相关性作用更敏感，因此同时使用左氧氟沙星和某些可以导致 QT 间期延长的药物（例如 IA 或III类抗心律失常药）或者有危险因素导致尖端扭转型室速危险因素（如已知 QT 间期延长、病因性低血钾）的患者使用左氧氟沙星时应谨慎。: [129, 286, 312, 302]
svg-text:20: 20: [1257, 465, 1263, 472]
heading-table-notes: 注：: [512, 302, 520, 307]
paragraph: 包括左氧氟沙星的氟喹诺酮，均作用的糖尿病检测出阳性，且可能出现尿检测出阳性，因此应进行尿液特异性诊断确认。: [321, 144, 503, 154]
heading-distribution: 分布: [1102, 499, 1109, 504]
table-cell: 2.8 ± 0.4: [550, 210, 574, 215]
table-subheader-cell: [130, 143, 159, 149]
table-cell: 口服给药：: [513, 205, 551, 210]
table-cell: 5.1 ± 0.8: [550, 215, 574, 219]
svg-text:6: 6: [1132, 184, 1136, 191]
figure-2: [1102, 83, 1367, 282]
table-cell: NO: [671, 256, 694, 261]
table-cell: 30: [637, 289, 654, 293]
table-cell: [591, 261, 613, 266]
